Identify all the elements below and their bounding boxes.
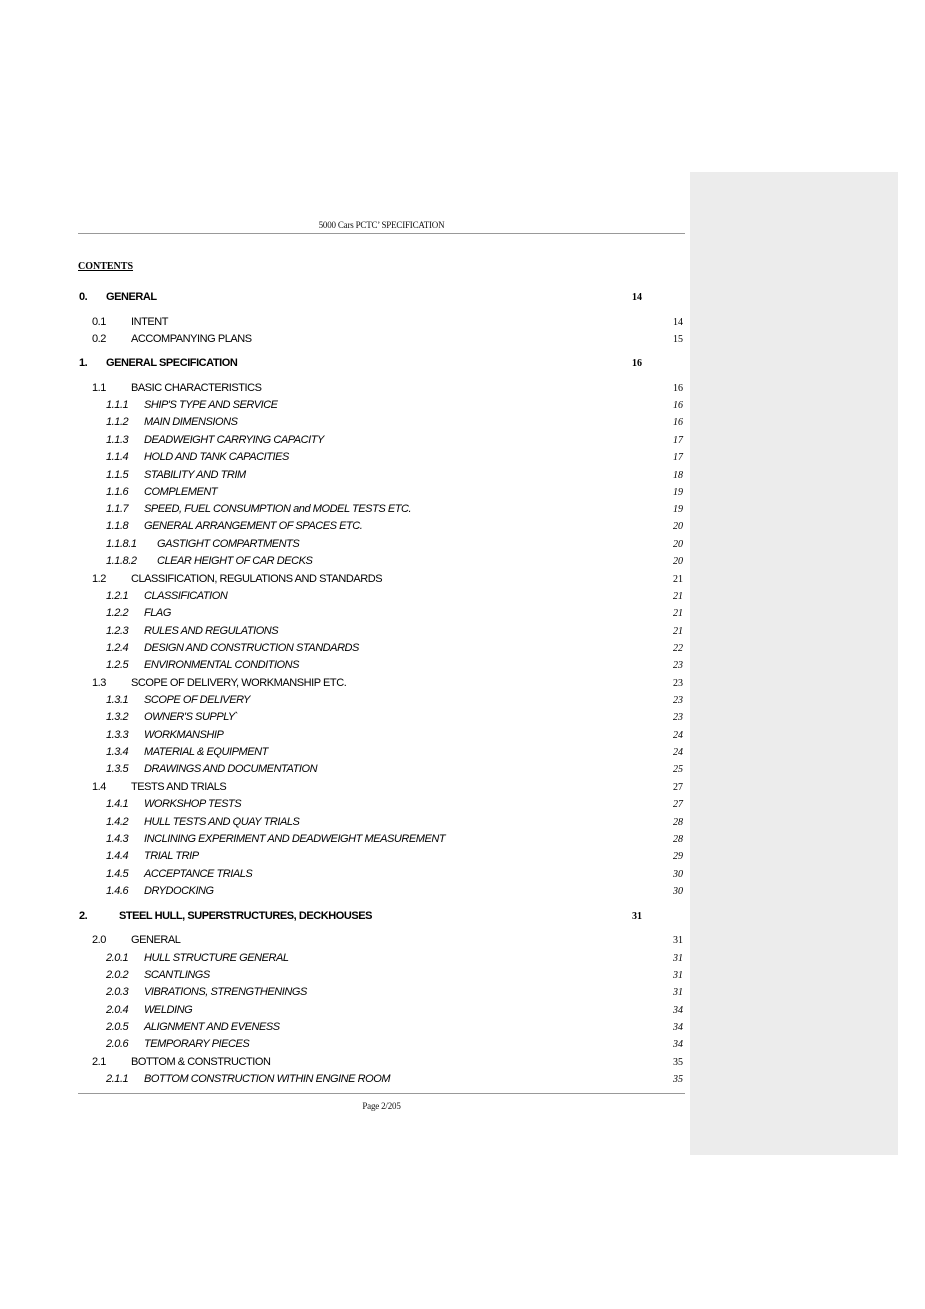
- toc-title: GENERAL SPECIFICATION: [106, 357, 238, 369]
- toc-number: 2.0.1: [106, 952, 129, 964]
- toc-title: STABILITY AND TRIM: [144, 469, 246, 481]
- toc-page-number: 31: [632, 911, 642, 922]
- toc-number: 1.3: [92, 677, 106, 689]
- toc-entry[interactable]: [0, 850, 925, 867]
- toc-entry[interactable]: [0, 934, 925, 951]
- toc-title: WORKSHOP TESTS: [144, 798, 242, 810]
- toc-number: 1.1.2: [106, 416, 129, 428]
- toc-page-number: 27: [673, 782, 683, 793]
- toc-page-number: 35: [673, 1074, 683, 1085]
- toc-title: HULL TESTS AND QUAY TRIALS: [144, 816, 300, 828]
- toc-title: SCANTLINGS: [144, 969, 210, 981]
- toc-title: CLASSIFICATION: [144, 590, 228, 602]
- toc-title: INTENT: [131, 316, 169, 328]
- toc-page-number: 35: [673, 1057, 683, 1068]
- toc-title: DEADWEIGHT CARRYING CAPACITY: [144, 434, 324, 446]
- toc-page-number: 16: [632, 358, 642, 369]
- toc-entry[interactable]: [0, 1073, 925, 1090]
- toc-entry[interactable]: [0, 333, 925, 350]
- toc-number: 1.3.2: [106, 711, 129, 723]
- toc-number: 1.2: [92, 573, 106, 585]
- toc-number: 1.2.1: [106, 590, 129, 602]
- toc-entry[interactable]: [0, 486, 925, 503]
- toc-entry[interactable]: [0, 399, 925, 416]
- toc-number: 1.1.5: [106, 469, 129, 481]
- toc-number: 1.3.1: [106, 694, 129, 706]
- toc-title: HULL STRUCTURE GENERAL: [144, 952, 289, 964]
- toc-entry[interactable]: [0, 590, 925, 607]
- toc-entry[interactable]: [0, 711, 925, 728]
- toc-number: 2.0.4: [106, 1004, 129, 1016]
- toc-entry[interactable]: [0, 538, 925, 555]
- toc-number: 1.2.5: [106, 659, 129, 671]
- toc-title: ALIGNMENT AND EVENESS: [144, 1021, 280, 1033]
- toc-entry[interactable]: [0, 1004, 925, 1021]
- toc-title: GENERAL: [106, 291, 157, 303]
- running-header: 5000 Cars PCTC’ SPECIFICATION: [318, 220, 445, 230]
- toc-page-number: 28: [673, 834, 683, 845]
- toc-entry[interactable]: [0, 677, 925, 694]
- toc-title: TEMPORARY PIECES: [144, 1038, 250, 1050]
- toc-number: 1.4.6: [106, 885, 129, 897]
- toc-title: HOLD AND TANK CAPACITIES: [144, 451, 289, 463]
- toc-entry[interactable]: [0, 1056, 925, 1073]
- toc-title: GENERAL: [131, 934, 181, 946]
- toc-title: BOTTOM & CONSTRUCTION: [131, 1056, 271, 1068]
- toc-title: INCLINING EXPERIMENT AND DEADWEIGHT MEASUREMENT: [144, 833, 446, 845]
- toc-entry[interactable]: [0, 607, 925, 624]
- toc-number: 2.0.2: [106, 969, 129, 981]
- toc-chapter[interactable]: [0, 910, 925, 927]
- toc-title: TRIAL TRIP: [144, 850, 199, 862]
- toc-page-number: 16: [673, 417, 683, 428]
- toc-title: SCOPE OF DELIVERY, WORKMANSHIP ETC.: [131, 677, 347, 689]
- toc-entry[interactable]: [0, 816, 925, 833]
- toc-page-number: 24: [673, 747, 683, 758]
- toc-page-number: 23: [673, 660, 683, 671]
- toc-page-number: 23: [673, 678, 683, 689]
- toc-entry[interactable]: [0, 969, 925, 986]
- toc-entry[interactable]: [0, 868, 925, 885]
- toc-title: ENVIRONMENTAL CONDITIONS: [144, 659, 300, 671]
- toc-chapter[interactable]: [0, 357, 925, 374]
- toc-number: 1.1.4: [106, 451, 129, 463]
- toc-page-number: 16: [673, 400, 683, 411]
- toc-entry[interactable]: [0, 746, 925, 763]
- toc-title: WORKMANSHIP: [144, 729, 224, 741]
- toc-entry[interactable]: [0, 316, 925, 333]
- toc-entry[interactable]: [0, 573, 925, 590]
- toc-number: 0.2: [92, 333, 106, 345]
- toc-page-number: 28: [673, 817, 683, 828]
- toc-number: 1.1.1: [106, 399, 129, 411]
- toc-number: 2.0.3: [106, 986, 129, 998]
- toc-entry[interactable]: [0, 1038, 925, 1055]
- toc-entry[interactable]: [0, 625, 925, 642]
- contents-heading: CONTENTS: [78, 261, 134, 272]
- toc-number: 1.1.8: [106, 520, 129, 532]
- toc-page-number: 20: [673, 521, 683, 532]
- toc-number: 1.3.5: [106, 763, 129, 775]
- toc-title: ACCEPTANCE TRIALS: [144, 868, 253, 880]
- toc-entry[interactable]: [0, 642, 925, 659]
- toc-entry[interactable]: [0, 555, 925, 572]
- toc-page-number: 31: [673, 970, 683, 981]
- toc-number: 1.2.4: [106, 642, 129, 654]
- toc-entry[interactable]: [0, 1021, 925, 1038]
- toc-number: 2.: [79, 910, 88, 922]
- toc-title: BOTTOM CONSTRUCTION WITHIN ENGINE ROOM: [144, 1073, 391, 1085]
- toc-number: 1.4.1: [106, 798, 129, 810]
- toc-page-number: 15: [673, 334, 683, 345]
- toc-entry[interactable]: [0, 729, 925, 746]
- toc-number: 1.1.3: [106, 434, 129, 446]
- toc-entry[interactable]: [0, 503, 925, 520]
- toc-page-number: 20: [673, 539, 683, 550]
- toc-number: 1.1.8.1: [106, 538, 137, 550]
- toc-page-number: 30: [673, 869, 683, 880]
- toc-number: 1.1.7: [106, 503, 129, 515]
- toc-page-number: 19: [673, 487, 683, 498]
- toc-entry[interactable]: [0, 885, 925, 902]
- toc-title: MAIN DIMENSIONS: [144, 416, 238, 428]
- toc-page-number: 30: [673, 886, 683, 897]
- toc-number: 2.1.1: [106, 1073, 129, 1085]
- toc-title: FLAG: [144, 607, 171, 619]
- toc-title: TESTS AND TRIALS: [131, 781, 227, 793]
- toc-page-number: 18: [673, 470, 683, 481]
- toc-entry[interactable]: [0, 659, 925, 676]
- toc-number: 1.3.4: [106, 746, 129, 758]
- toc-title: GASTIGHT COMPARTMENTS: [157, 538, 300, 550]
- toc-title: RULES AND REGULATIONS: [144, 625, 279, 637]
- toc-page-number: 21: [673, 591, 683, 602]
- toc-page-number: 14: [632, 292, 642, 303]
- toc-number: 1.4.3: [106, 833, 129, 845]
- toc-title: DRYDOCKING: [144, 885, 214, 897]
- toc-page-number: 23: [673, 695, 683, 706]
- toc-number: 2.0: [92, 934, 106, 946]
- toc-number: 2.0.5: [106, 1021, 129, 1033]
- toc-page-number: 14: [673, 317, 683, 328]
- toc-entry[interactable]: [0, 382, 925, 399]
- toc-number: 1.4.5: [106, 868, 129, 880]
- toc-entry[interactable]: [0, 952, 925, 969]
- toc-page-number: 21: [673, 608, 683, 619]
- toc-title: DESIGN AND CONSTRUCTION STANDARDS: [144, 642, 359, 654]
- toc-number: 2.0.6: [106, 1038, 129, 1050]
- toc-title: SPEED, FUEL CONSUMPTION and MODEL TESTS ETC.: [144, 503, 412, 515]
- toc-entry[interactable]: [0, 434, 925, 451]
- toc-title: SCOPE OF DELIVERY: [144, 694, 251, 706]
- toc-chapter[interactable]: [0, 291, 925, 308]
- toc-page-number: 34: [673, 1039, 683, 1050]
- toc-page-number: 20: [673, 556, 683, 567]
- toc-page-number: 31: [673, 953, 683, 964]
- toc-number: 1.4.4: [106, 850, 129, 862]
- toc-number: 1.: [79, 357, 88, 369]
- toc-page-number: 31: [673, 935, 683, 946]
- toc-title: COMPLEMENT: [144, 486, 218, 498]
- toc-page-number: 31: [673, 987, 683, 998]
- toc-number: 1.1.8.2: [106, 555, 137, 567]
- toc-number: 2.1: [92, 1056, 106, 1068]
- toc-title: SHIP'S TYPE AND SERVICE: [144, 399, 278, 411]
- toc-title: BASIC CHARACTERISTICS: [131, 382, 262, 394]
- toc-entry[interactable]: [0, 833, 925, 850]
- toc-number: 0.: [79, 291, 88, 303]
- toc-title: GENERAL ARRANGEMENT OF SPACES ETC.: [144, 520, 363, 532]
- toc-entry[interactable]: [0, 986, 925, 1003]
- toc-number: 1.2.3: [106, 625, 129, 637]
- toc-title: OWNER'S SUPPLY`: [144, 711, 238, 723]
- toc-entry[interactable]: [0, 416, 925, 433]
- toc-entry[interactable]: [0, 469, 925, 486]
- toc-title: ACCOMPANYING PLANS: [131, 333, 252, 345]
- toc-number: 1.4.2: [106, 816, 129, 828]
- toc-number: 1.3.3: [106, 729, 129, 741]
- toc-number: 1.4: [92, 781, 106, 793]
- toc-number: 1.1.6: [106, 486, 129, 498]
- toc-page-number: 25: [673, 764, 683, 775]
- toc-page-number: 17: [673, 435, 683, 446]
- toc-title: DRAWINGS AND DOCUMENTATION: [144, 763, 318, 775]
- toc-page-number: 34: [673, 1022, 683, 1033]
- toc-entry[interactable]: [0, 798, 925, 815]
- toc-number: 1.2.2: [106, 607, 129, 619]
- toc-entry[interactable]: [0, 451, 925, 468]
- toc-page-number: 23: [673, 712, 683, 723]
- toc-entry[interactable]: [0, 694, 925, 711]
- toc-title: CLEAR HEIGHT OF CAR DECKS: [157, 555, 313, 567]
- toc-page-number: 34: [673, 1005, 683, 1016]
- toc-number: 0.1: [92, 316, 106, 328]
- toc-page-number: 19: [673, 504, 683, 515]
- toc-entry[interactable]: [0, 520, 925, 537]
- footer-divider: [78, 1093, 685, 1094]
- toc-title: WELDING: [144, 1004, 193, 1016]
- page-number: Page 2/205: [362, 1101, 401, 1111]
- toc-page-number: 21: [673, 574, 683, 585]
- toc-page-number: 17: [673, 452, 683, 463]
- toc-entry[interactable]: [0, 781, 925, 798]
- toc-title: VIBRATIONS, STRENGTHENINGS: [144, 986, 307, 998]
- toc-entry[interactable]: [0, 763, 925, 780]
- toc-page-number: 16: [673, 383, 683, 394]
- toc-title: CLASSIFICATION, REGULATIONS AND STANDARDS: [131, 573, 383, 585]
- toc-title: MATERIAL & EQUIPMENT: [144, 746, 268, 758]
- toc-number: 1.1: [92, 382, 106, 394]
- toc-page-number: 21: [673, 626, 683, 637]
- toc-title: STEEL HULL, SUPERSTRUCTURES, DECKHOUSES: [119, 910, 372, 922]
- toc-page-number: 27: [673, 799, 683, 810]
- toc-page-number: 24: [673, 730, 683, 741]
- toc-page-number: 22: [673, 643, 683, 654]
- toc-page-number: 29: [673, 851, 683, 862]
